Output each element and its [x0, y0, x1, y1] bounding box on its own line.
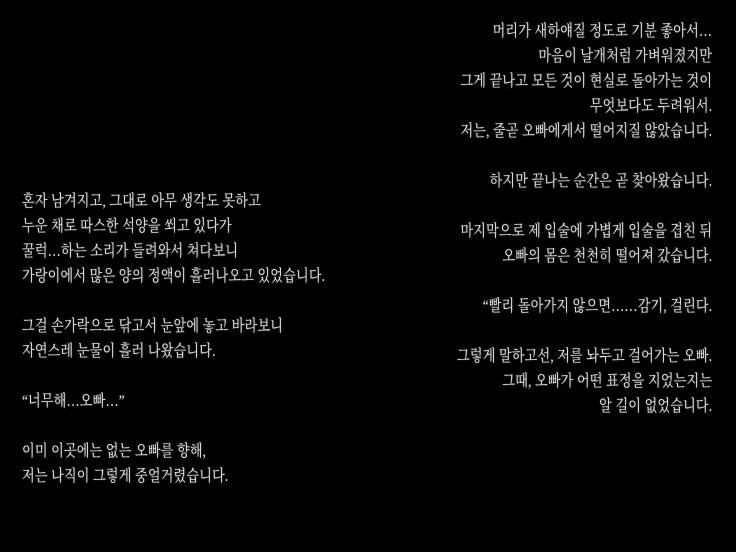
text-line: 가랑이에서 많은 양의 정액이 흘러나오고 있었습니다.: [22, 268, 326, 285]
text-line: 혼자 남겨지고, 그대로 아무 생각도 못하고: [22, 193, 261, 210]
text-line: 그게 끝나고 모든 것이 현실로 돌아가는 것이: [460, 73, 712, 90]
text-line: [457, 319, 712, 344]
text-line: 꿀럭…하는 소리가 들려와서 쳐다보니: [22, 243, 239, 260]
text-line: 그렇게 말하고선, 저를 놔두고 걸어가는 오빠.: [456, 348, 712, 365]
text-line: [457, 194, 712, 219]
text-line: 이미 이곳에는 없는 오빠를 향해,: [22, 443, 207, 460]
text-line: 알 길이 없었습니다.: [598, 398, 712, 415]
text-line: 저는 나직이 그렇게 중얼거렸습니다.: [22, 468, 229, 485]
text-line: 저는, 줄곧 오빠에게서 떨어지질 않았습니다.: [460, 123, 712, 140]
text-line: 마음이 날개처럼 가벼워졌지만: [538, 48, 712, 65]
text-line: [22, 289, 325, 314]
text-line: [457, 269, 712, 294]
text-line: “너무해…오빠…”: [22, 393, 125, 410]
text-line: [457, 144, 712, 169]
text-line: 머리가 새하얘질 정도로 기분 좋아서…: [492, 23, 712, 40]
text-line: 자연스레 눈물이 흘러 나왔습니다.: [22, 343, 216, 360]
text-line: 그때, 오빠가 어떤 표정을 지었는지는: [502, 373, 712, 390]
text-line: 하지만 끝나는 순간은 곧 찾아왔습니다.: [489, 173, 712, 190]
text-line: [22, 414, 325, 439]
narration-left-block: [22, 189, 325, 489]
text-line: 마지막으로 제 입술에 가볍게 입술을 겹친 뒤: [460, 223, 712, 240]
text-line: 오빠의 몸은 천천히 떨어져 갔습니다.: [502, 248, 712, 265]
text-line: [22, 364, 325, 389]
text-line: 그걸 손가락으로 닦고서 눈앞에 놓고 바라보니: [22, 318, 284, 335]
text-line: 누운 채로 따스한 석양을 쐬고 있다가: [22, 218, 232, 235]
text-line: 무엇보다도 두려워서.: [589, 98, 712, 115]
text-line: “빨리 돌아가지 않으면……감기, 걸린다.: [482, 298, 712, 315]
narration-right-block: [457, 19, 712, 419]
